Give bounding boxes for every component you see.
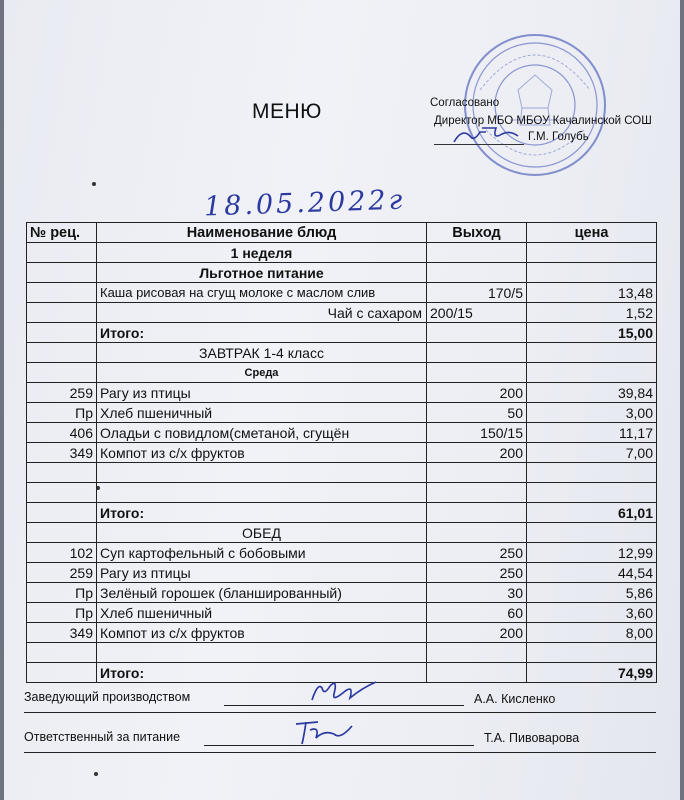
approval-heading: Согласовано [430, 97, 500, 109]
menu-sheet [4, 0, 680, 800]
total-label: Итого: [97, 663, 427, 683]
responsible-name: Т.А. Пивоварова [484, 731, 580, 745]
dish-name: Компот из с/х фруктов [97, 443, 427, 463]
dish-price: 3,60 [527, 603, 657, 623]
header-output: Выход [427, 223, 527, 243]
footer-divider [24, 752, 656, 753]
dish-price: 39,84 [527, 383, 657, 403]
recipe-number: 259 [27, 383, 97, 403]
empty-row [27, 643, 657, 663]
week-label: 1 неделя [97, 243, 427, 263]
paper-speck [92, 182, 96, 186]
dish-name: Зелёный горошек (бланшированный) [97, 583, 427, 603]
header-recipe-number: № рец. [27, 223, 97, 243]
production-signature-icon [304, 674, 384, 706]
recipe-number: 406 [27, 423, 97, 443]
dish-name: Рагу из птицы [97, 383, 427, 403]
table-row [27, 603, 657, 623]
recipe-number: Пр [27, 583, 97, 603]
dish-output: 200/15 [427, 303, 527, 323]
lunch-title: ОБЕД [97, 523, 427, 543]
footer-divider [24, 712, 656, 713]
total-row [27, 503, 657, 523]
section-row [27, 343, 657, 363]
table-row [27, 383, 657, 403]
header-dish-name: Наименование блюд [97, 223, 427, 243]
table-row [27, 583, 657, 603]
empty-row [27, 463, 657, 483]
dish-price: 13,48 [527, 283, 657, 303]
breakfast-title: ЗАВТРАК 1-4 класс [97, 343, 427, 363]
table-row [27, 303, 657, 323]
header-price: цена [527, 223, 657, 243]
dish-name: Оладьи с повидлом(сметаной, сгущён [97, 423, 427, 443]
empty-row [27, 483, 657, 503]
dish-name: Чай с сахаром [97, 303, 427, 323]
lgot-total: 15,00 [527, 323, 657, 343]
day-label: Среда [97, 363, 427, 383]
total-row [27, 323, 657, 343]
table-row [27, 623, 657, 643]
dish-price: 8,00 [527, 623, 657, 643]
dish-output: 150/15 [427, 423, 527, 443]
approval-name: Г.М. Голубь [528, 131, 589, 143]
recipe-number [27, 283, 97, 303]
section-row [27, 263, 657, 283]
dish-output: 50 [427, 403, 527, 423]
total-label: Итого: [97, 323, 427, 343]
table-row [27, 443, 657, 463]
table-row [27, 423, 657, 443]
recipe-number [27, 303, 97, 323]
page-title: МЕНЮ [252, 100, 322, 123]
dish-output: 170/5 [427, 283, 527, 303]
dish-name: Рагу из птицы [97, 563, 427, 583]
dish-output: 200 [427, 623, 527, 643]
dish-price: 12,99 [527, 543, 657, 563]
recipe-number: 349 [27, 623, 97, 643]
section-lgot-label: Льготное питание [97, 263, 427, 283]
recipe-number: 102 [27, 543, 97, 563]
breakfast-total: 61,01 [527, 503, 657, 523]
section-row [27, 523, 657, 543]
dish-output: 250 [427, 543, 527, 563]
dish-name: Компот из с/х фруктов [97, 623, 427, 643]
dish-price: 44,54 [527, 563, 657, 583]
dish-output: 200 [427, 383, 527, 403]
production-manager-name: А.А. Кисленко [474, 692, 556, 706]
dish-output: 200 [427, 443, 527, 463]
recipe-number: Пр [27, 403, 97, 423]
dish-name: Хлеб пшеничный [97, 403, 427, 423]
paper-speck [94, 772, 98, 776]
dish-price: 11,17 [527, 423, 657, 443]
total-label: Итого: [97, 503, 427, 523]
menu-table [26, 222, 657, 683]
dish-name: Суп картофельный с бобовыми [97, 543, 427, 563]
recipe-number: 349 [27, 443, 97, 463]
director-signature-icon [452, 124, 522, 148]
dish-output: 30 [427, 583, 527, 603]
lunch-total: 74,99 [527, 663, 657, 683]
responsible-label: Ответственный за питание [24, 730, 181, 744]
dish-price: 5,86 [527, 583, 657, 603]
recipe-number: 259 [27, 563, 97, 583]
day-row [27, 363, 657, 383]
handwritten-date: 18.05.2022г [203, 184, 406, 223]
approval-position: Директор МБО МБОУ Качалинской СОШ [434, 115, 652, 127]
dish-name: Каша рисовая на сгущ молоке с маслом слив [97, 283, 427, 303]
dish-output: 60 [427, 603, 527, 623]
dish-price: 3,00 [527, 403, 657, 423]
dish-price: 1,52 [527, 303, 657, 323]
production-manager-label: Заведующий производством [24, 690, 191, 704]
table-row [27, 283, 657, 303]
responsible-signature-icon [290, 716, 360, 748]
table-header-row [27, 223, 657, 243]
table-row [27, 563, 657, 583]
recipe-number: Пр [27, 603, 97, 623]
table-row [27, 403, 657, 423]
week-row [27, 243, 657, 263]
dish-output: 250 [427, 563, 527, 583]
table-row [27, 543, 657, 563]
dish-price: 7,00 [527, 443, 657, 463]
dish-name: Хлеб пшеничный [97, 603, 427, 623]
